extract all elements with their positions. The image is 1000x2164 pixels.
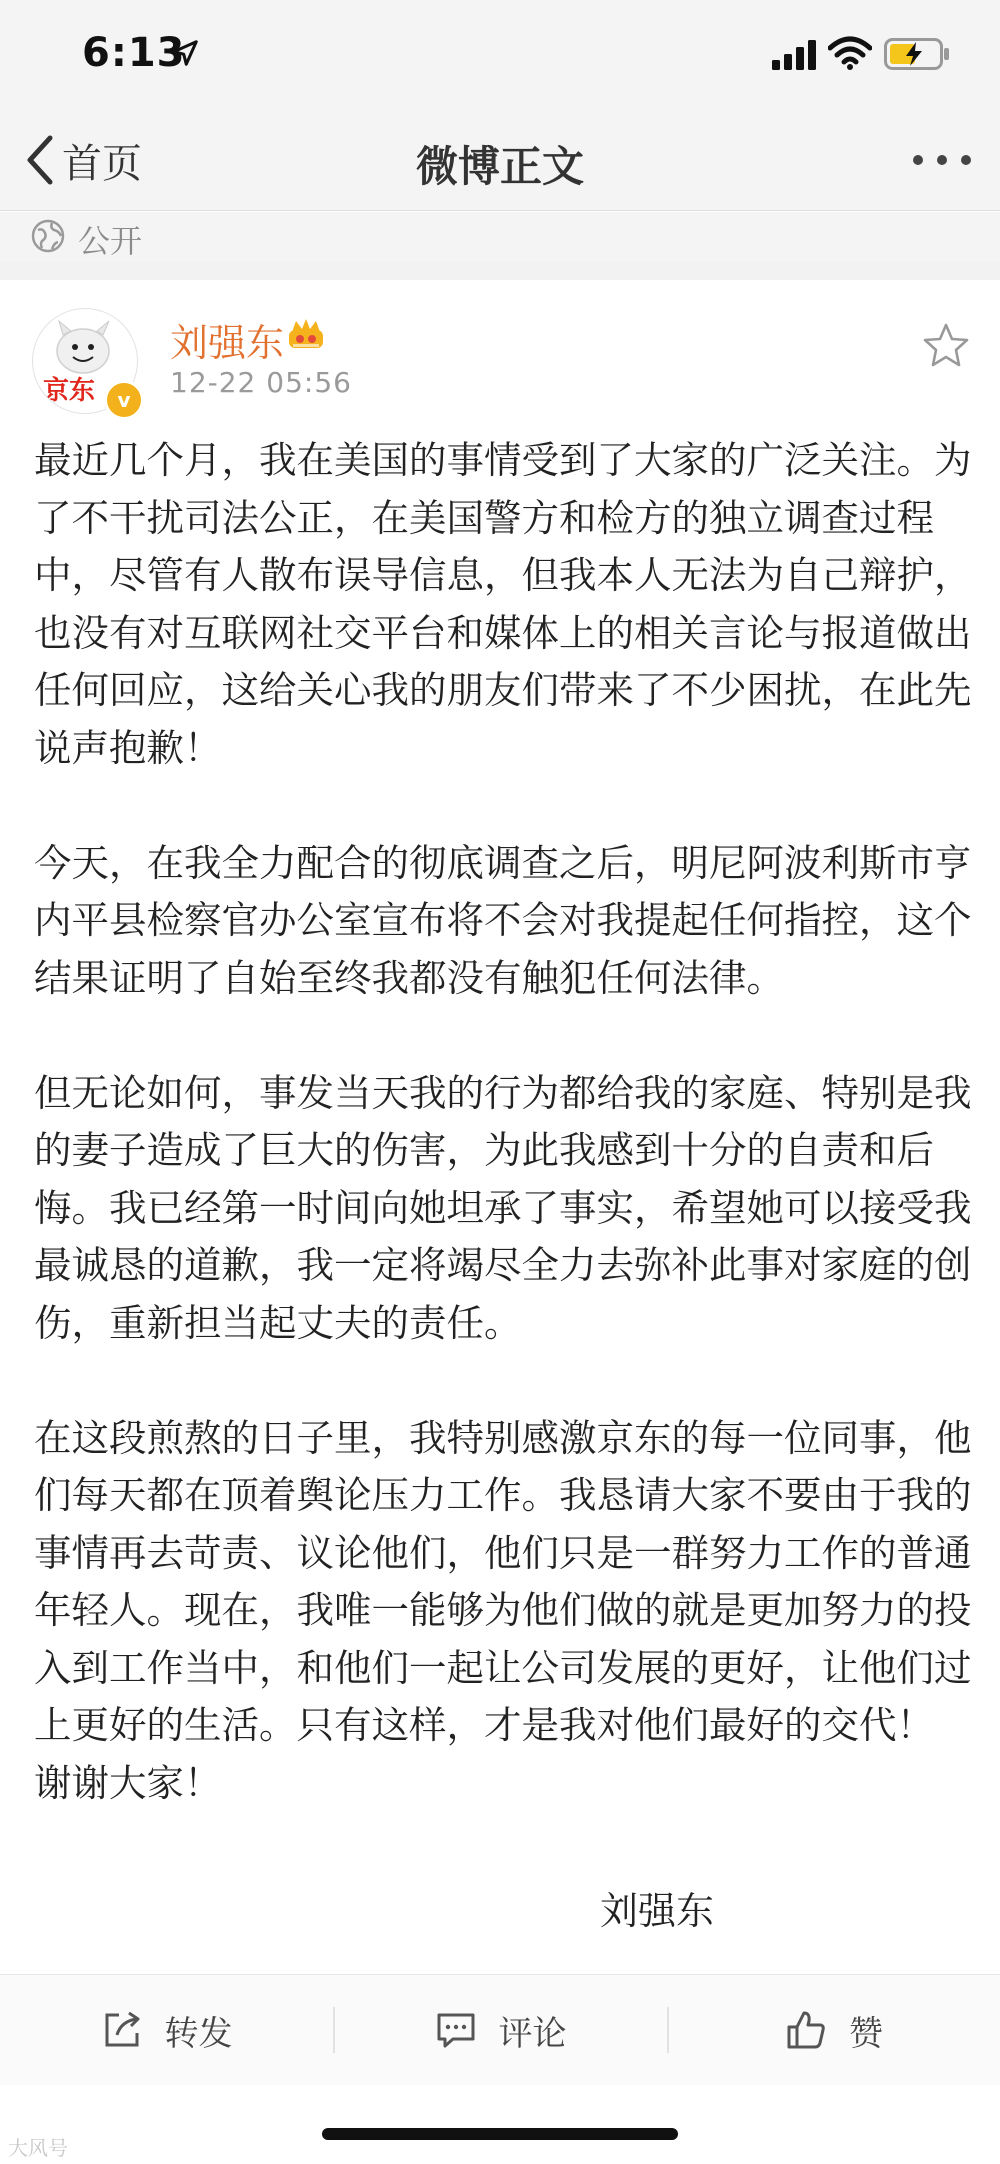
visibility-row <box>0 212 1000 262</box>
post-body <box>34 432 978 1812</box>
action-bar <box>0 1974 1000 2085</box>
repost-icon <box>101 2009 143 2051</box>
like-label: 赞 <box>849 2013 883 2054</box>
comment-icon <box>435 2009 477 2051</box>
globe-icon <box>30 218 66 254</box>
location-arrow-icon <box>170 38 200 68</box>
page-title: 微博正文 <box>415 142 584 191</box>
battery-icon <box>884 38 950 70</box>
like-icon <box>785 2009 827 2051</box>
like-button[interactable] <box>668 1975 1000 2085</box>
author-name[interactable]: 刘强东 <box>170 321 285 365</box>
crown-icon <box>286 316 326 352</box>
repost-label: 转发 <box>164 2013 233 2054</box>
visibility-label: 公开 <box>78 222 143 260</box>
repost-button[interactable] <box>0 1975 333 2085</box>
signal-icon <box>772 40 818 70</box>
post-paragraph: 最近几个月，我在美国的事情受到了大家的广泛关注。为了不干扰司法公正，在美国警方和检方的独立调查过程中，尽管有人散布误导信息，但我本人无法为自己辩护，也没有对互联网社交平台和媒体上的相关言论与报道做出任何回应，这给关心我的朋友们带来了不少困扰，在此先说声抱歉！ <box>34 438 972 770</box>
comment-label: 评论 <box>498 2013 567 2054</box>
back-label: 首页 <box>62 140 142 187</box>
comment-button[interactable] <box>334 1975 667 2085</box>
post-time: 12-22 05:56 <box>170 366 352 399</box>
star-icon[interactable] <box>922 322 970 368</box>
home-indicator[interactable] <box>322 2128 678 2140</box>
wifi-icon <box>828 36 872 70</box>
avatar-logo-text: 京东 <box>43 376 96 406</box>
status-time: 6:13 <box>82 30 186 76</box>
more-icon[interactable] <box>910 144 974 176</box>
status-bar <box>0 0 1000 110</box>
verified-icon: v <box>104 380 144 420</box>
nav-bar <box>0 110 1000 211</box>
post-signature: 刘强东 <box>600 1889 715 1933</box>
post-paragraph: 在这段煎熬的日子里，我特别感激京东的每一位同事，他们每天都在顶着舆论压力工作。我恳请大家不要由于我的事情再去苛责、议论他们，他们只是一群努力工作的普通年轻人。现在，我唯一能够为他们做的就是更加努力的投入到工作当中，和他们一起让公司发展的更好，让他们过上更好的生活。只有这样，才是我对他们最好的交代！ <box>34 1415 972 1747</box>
post-paragraph: 今天，在我全力配合的彻底调查之后，明尼阿波利斯市亨内平县检察官办公室宣布将不会对我提起任何指控，这个结果证明了自始至终我都没有触犯任何法律。 <box>34 840 972 1000</box>
post-paragraph: 但无论如何，事发当天我的行为都给我的家庭、特别是我的妻子造成了巨大的伤害，为此我感到十分的自责和后悔。我已经第一时间向她坦承了事实，希望她可以接受我最诚恳的道歉，我一定将竭尽全力去弥补此事对家庭的创伤，重新担当起丈夫的责任。 <box>34 1070 972 1345</box>
section-divider <box>0 262 1000 280</box>
post-paragraph: 谢谢大家！ <box>34 1760 222 1805</box>
watermark: 大风号 <box>8 2136 68 2160</box>
